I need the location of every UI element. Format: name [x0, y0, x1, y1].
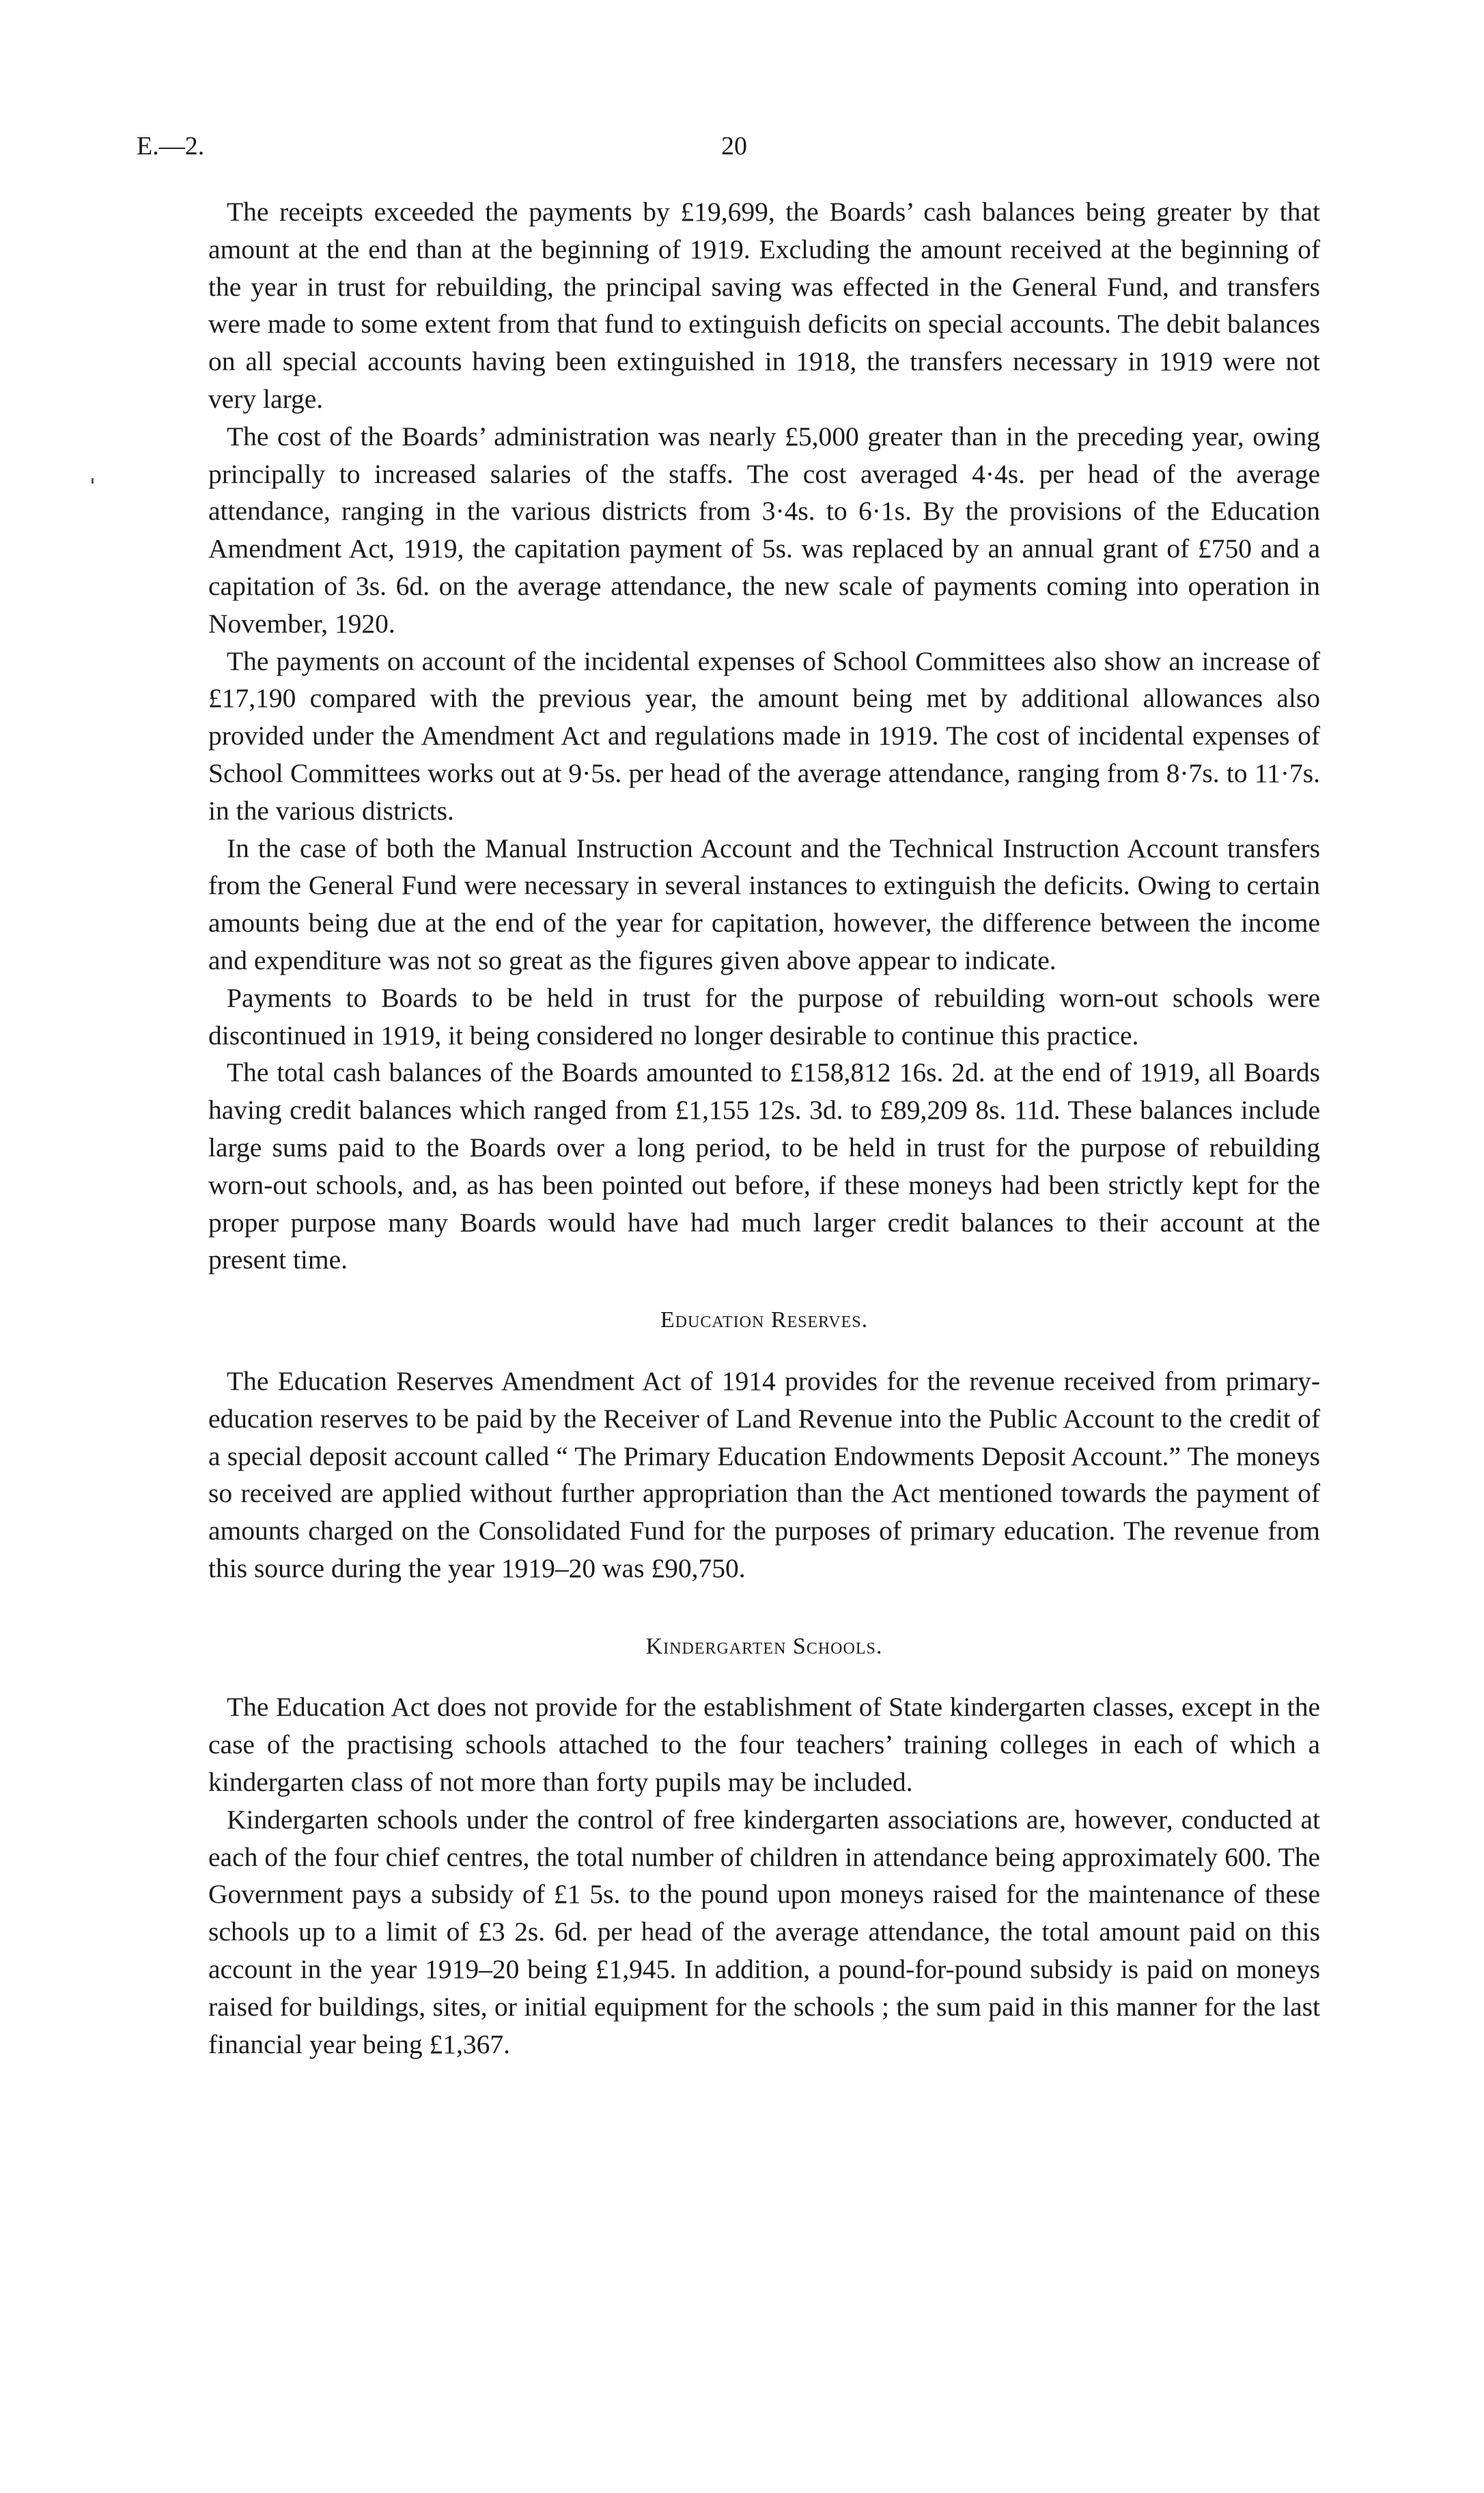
paragraph: The Education Reserves Amendment Act of 1914 provides for the revenue received from primary-education reserves to be paid by the Receiver of Land Revenue into the Public Account to the credit of a special deposit account called “ The Primary Education Endowments Deposit Account.” The moneys so received are applied without further appropriation than the Act mentioned towards the payment of amounts charged on the Consolidated Fund for the purposes of primary education. The revenue from this source during the year 1919–20 was £90,750. — [208, 1365, 1320, 1583]
paragraph: The payments on account of the incidental expenses of School Committees also show an increase of £17,190 compared with the previous year, the amount being met by additional allowances also provided under the Amendment Act and regulations made in 1919. The cost of incidental expenses of School Committees works out at 9·5s. per head of the average attendance, ranging from 8·7s. to 11·7s. in the various districts. — [208, 645, 1320, 826]
paragraph: The Education Act does not provide for the establishment of State kindergarten classes, except in the case of the practising schools attached to the four teachers’ training colleges in each of which a kindergarten class of not more than forty pupils may be included. — [208, 1692, 1320, 1798]
running-head — [137, 131, 1332, 172]
paragraph: Kindergarten schools under the control of free kindergarten associations are, however, conducted at each of the four chief centres, the total number of children in attendance being approximately 600. The Government pays a subsidy of £1 5s. to the pound upon moneys raised for the maintenance of these schools up to a limit of £3 2s. 6d. per head of the average attendance, the total amount paid on this account in the year 1919–20 being £1,945. In addition, a pound-for-pound subsidy is paid on moneys raised for buildings, sites, or initial equipment for the schools ; the sum paid in this manner for the last financial year being £1,367. — [208, 1804, 1320, 2059]
page-reference: E.—2. — [137, 132, 205, 161]
paragraph: The cost of the Boards’ administration was nearly £5,000 greater than in the preceding year, owing principally to increased salaries of the staffs. The cost averaged 4·4s. per head of the average attendance, ranging in the various districts from 3·4s. to 6·1s. By the provisions of the Education Amendment Act, 1919, the capitation payment of 5s. was replaced by an annual grant of £750 and a capitation of 3s. 6d. on the average attendance, the new scale of payments coming into operation in November, 1920. — [208, 421, 1320, 639]
page-number: 20 — [721, 132, 747, 161]
body-text — [208, 193, 1320, 2063]
paragraph: Payments to Boards to be held in trust for the purpose of rebuilding worn-out schools were discontinued in 1919, it being considered no longer desirable to continue this practice. — [208, 982, 1320, 1050]
paragraph: In the case of both the Manual Instruction Account and the Technical Instruction Account transfers from the General Fund were necessary in several instances to extinguish the deficits. Owing to certain amounts being due at the end of the year for capitation, however, the difference between the income and expenditure was not so great as the figures given above appear to indicate. — [208, 833, 1320, 975]
section-title-kindergarten-schools: Kindergarten Schools. — [645, 1633, 883, 1659]
paragraph: The receipts exceeded the payments by £19,699, the Boards’ cash balances being greater by that amount at the end than at the beginning of 1919. Excluding the amount received at the beginning of the year in trust for rebuilding, the principal saving was effected in the General Fund, and transfers were made to some extent from that fund to extinguish deficits on special accounts. The debit balances on all special accounts having been extinguished in 1918, the transfers necessary in 1919 were not very large. — [208, 197, 1320, 414]
section-title-education-reserves: Education Reserves. — [660, 1307, 869, 1333]
stray-mark — [92, 478, 94, 484]
paragraph: The total cash balances of the Boards amounted to £158,812 16s. 2d. at the end of 1919, all Boards having credit balances which ranged from £1,155 12s. 3d. to £89,209 8s. 11d. These balances include large sums paid to the Boards over a long period, to be held in trust for the purpose of rebuilding worn-out schools, and, as has been pointed out before, if these moneys had been strictly kept for the proper purpose many Boards would have had much larger credit balances to their account at the present time. — [208, 1057, 1320, 1275]
